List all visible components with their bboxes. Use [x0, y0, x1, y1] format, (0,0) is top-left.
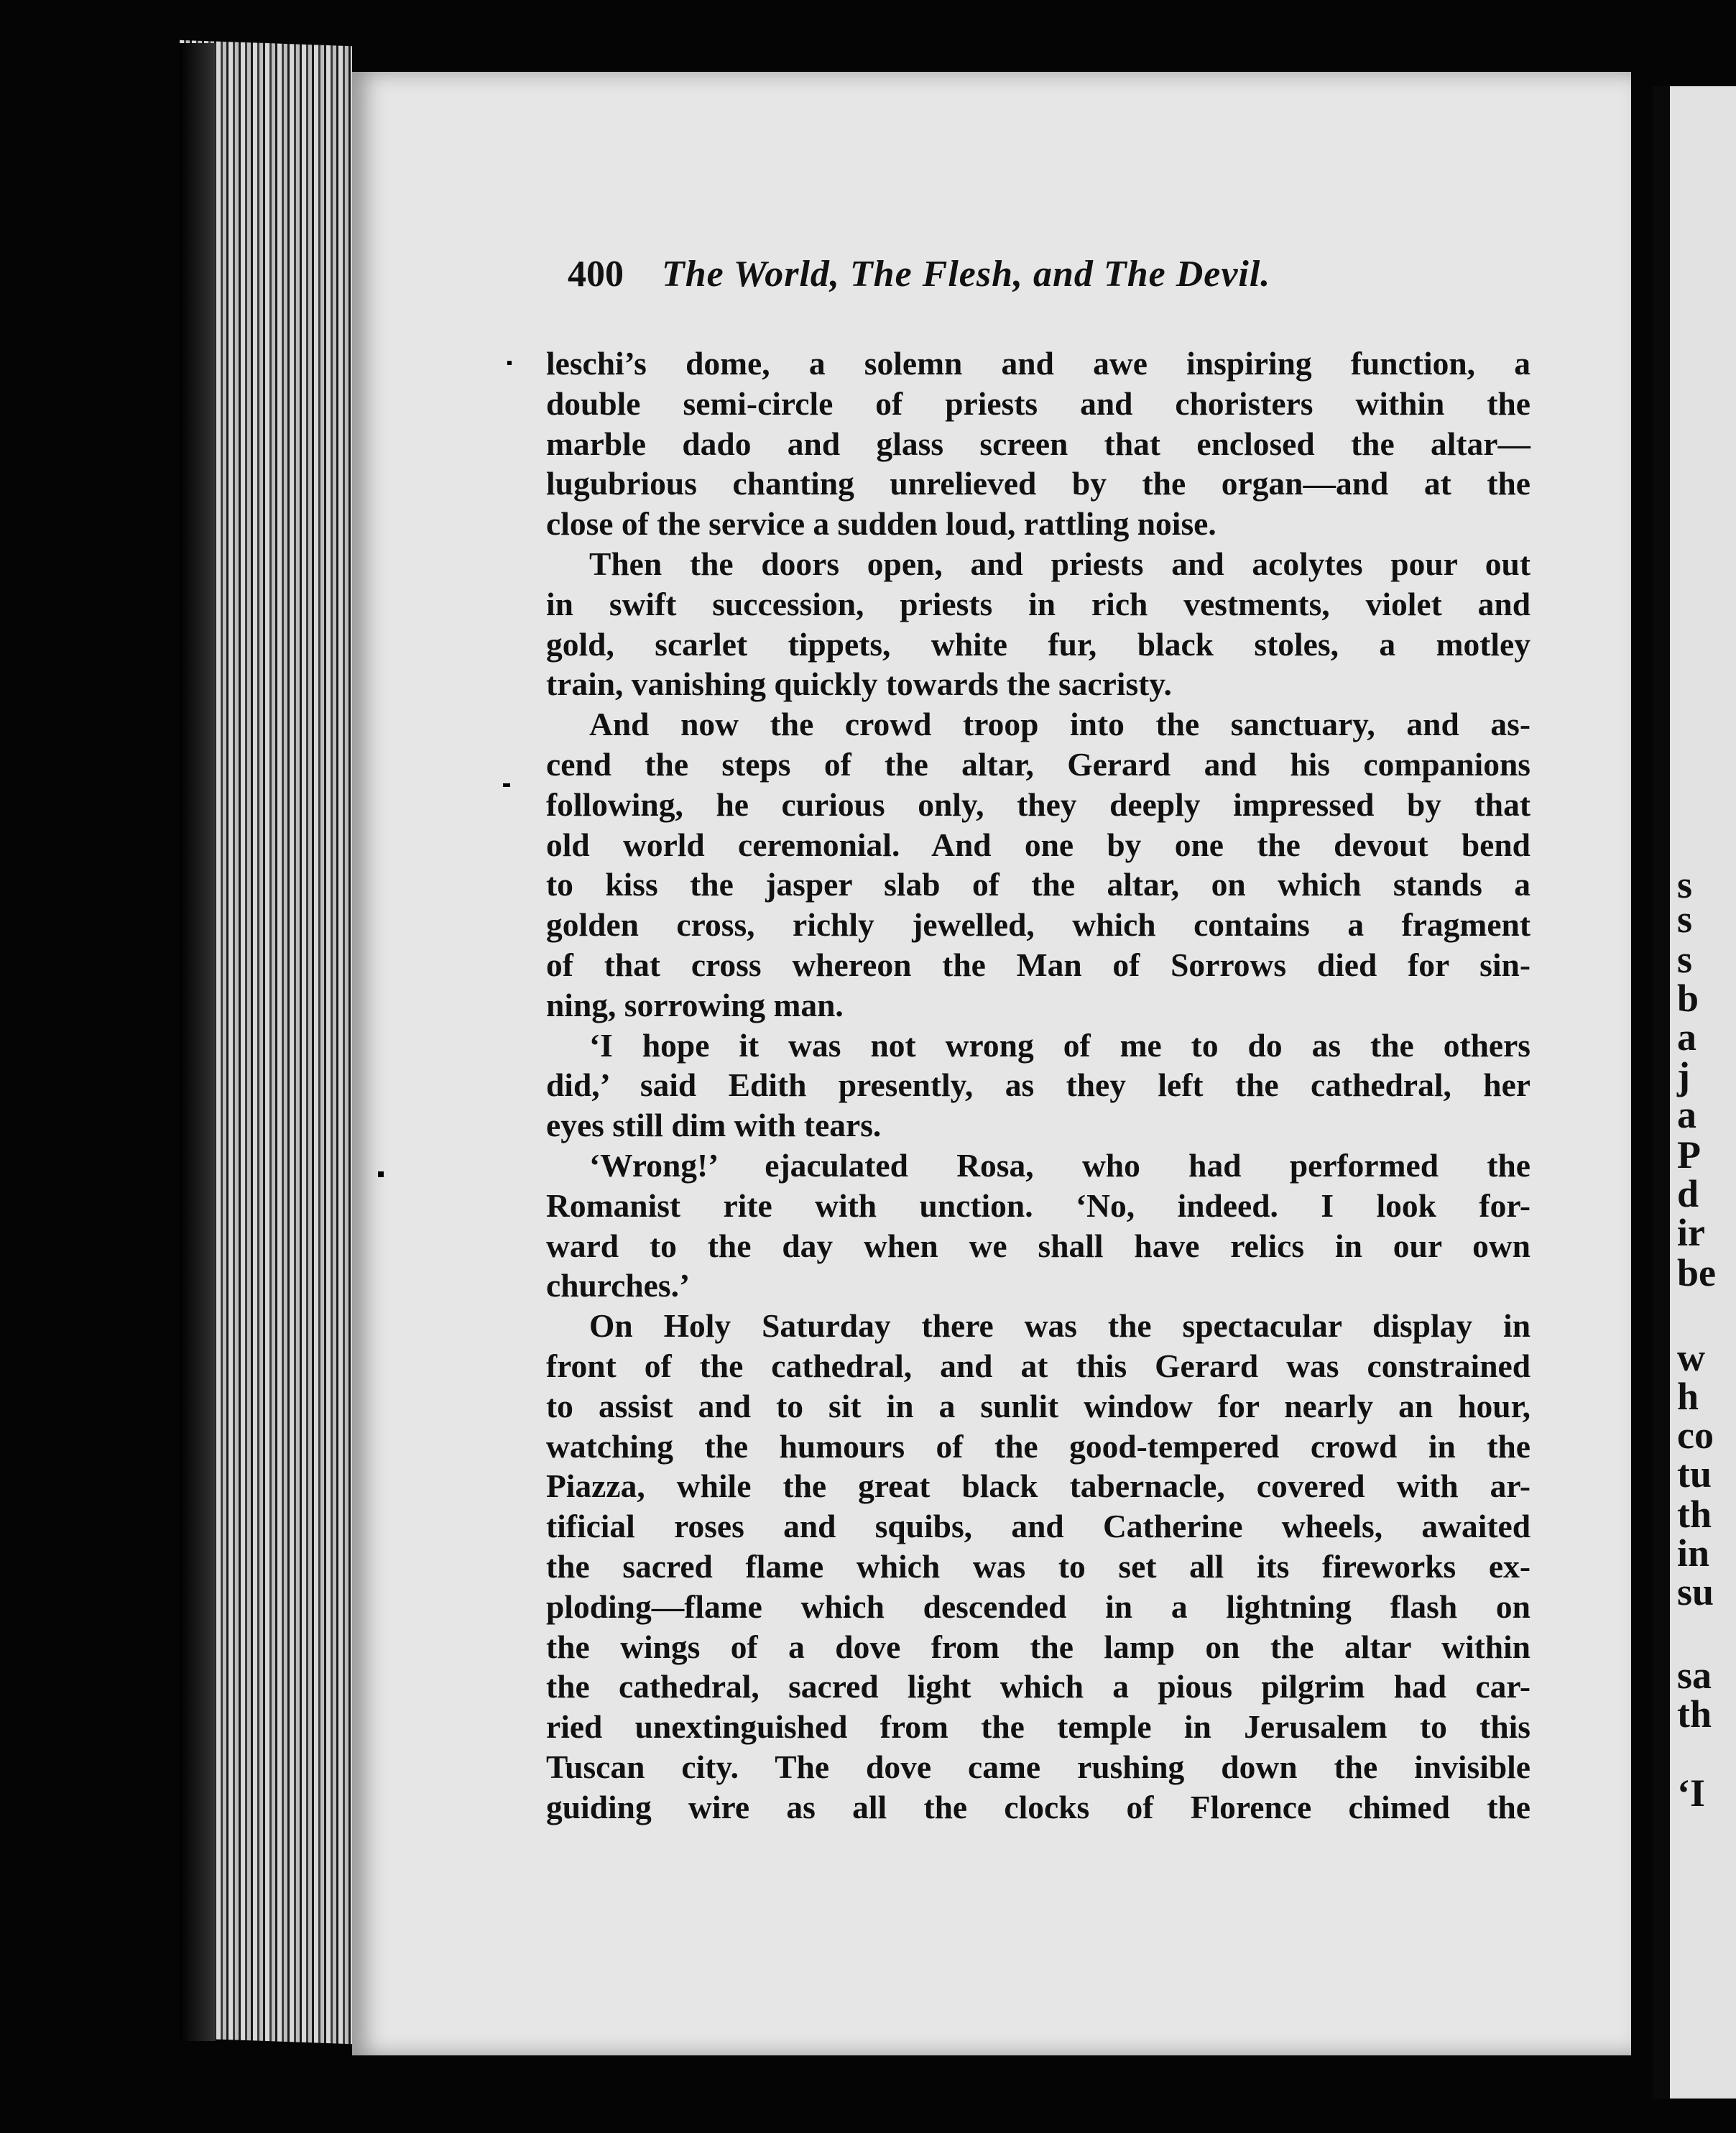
facing-page-fragment: tu: [1677, 1452, 1712, 1496]
text-line: And now the crowd troop into the sanctuary, and as-: [589, 706, 1530, 743]
facing-page-fragment: in: [1677, 1531, 1710, 1575]
facing-page-fragment: th: [1677, 1493, 1712, 1536]
text-line: old world ceremonial. And one by one the devout bend: [546, 826, 1530, 863]
facing-page-fragment: sa: [1677, 1654, 1712, 1697]
facing-page-fragment: ‘I: [1677, 1772, 1705, 1815]
text-line: ‘I hope it was not wrong of me to do as the others: [589, 1026, 1530, 1064]
text-line: close of the service a sudden loud, rattling noise.: [546, 505, 1216, 543]
text-line: ploding—flame which descended in a lightning flash on: [546, 1588, 1530, 1625]
stray-mark: [507, 361, 512, 365]
text-line: ried unextinguished from the temple in Jerusalem to this: [546, 1708, 1530, 1746]
text-line: front of the cathedral, and at this Gerard was constrained: [546, 1347, 1530, 1384]
facing-page-fragment: h: [1677, 1375, 1699, 1418]
running-head: [568, 253, 1387, 295]
book-spine-shadow: [180, 43, 216, 2041]
text-line: in swift succession, priests in rich vestments, violet and: [546, 585, 1530, 622]
text-line: watching the humours of the good-tempered crowd in the: [546, 1427, 1530, 1465]
text-line: ‘Wrong!’ ejaculated Rosa, who had performed the: [589, 1146, 1530, 1184]
facing-page-fragment: d: [1677, 1172, 1699, 1215]
text-line: golden cross, richly jewelled, which contains a fragment: [546, 906, 1530, 944]
text-line: the sacred flame which was to set all its fireworks ex-: [546, 1547, 1530, 1585]
text-line: gold, scarlet tippets, white fur, black stoles, a motley: [546, 625, 1530, 663]
facing-page-fragment: s: [1677, 863, 1693, 906]
text-line: the cathedral, sacred light which a pious pilgrim had car-: [546, 1668, 1530, 1705]
text-line: Tuscan city. The dove came rushing down the invisible: [546, 1748, 1530, 1785]
facing-page-fragment: P: [1677, 1133, 1701, 1176]
text-line: lugubrious chanting unrelieved by the organ—and at the: [546, 465, 1530, 502]
text-line: Piazza, while the great black tabernacle, covered with ar-: [546, 1468, 1530, 1505]
text-line: guiding wire as all the clocks of Florence chimed the: [546, 1788, 1530, 1825]
facing-page-edge: [1653, 86, 1736, 2099]
text-line: ward to the day when we shall have relics in our own: [546, 1227, 1530, 1264]
facing-page-fragment: be: [1677, 1251, 1716, 1294]
facing-page-fragment: w: [1677, 1336, 1705, 1379]
facing-page-fragment: j: [1677, 1054, 1690, 1097]
text-line: of that cross whereon the Man of Sorrows died for sin-: [546, 946, 1530, 983]
facing-page-fragment: su: [1677, 1570, 1714, 1613]
text-line: Then the doors open, and priests and acolytes pour out: [589, 545, 1530, 582]
facing-page-fragment: s: [1677, 938, 1693, 981]
facing-page-fragment: a: [1677, 1093, 1696, 1136]
text-line: to kiss the jasper slab of the altar, on which stands a: [546, 866, 1530, 903]
text-line: train, vanishing quickly towards the sacristy.: [546, 665, 1172, 703]
page-number: 400: [568, 254, 624, 295]
facing-page-fragment: co: [1677, 1414, 1714, 1457]
stray-mark: [378, 1171, 384, 1177]
text-line: the wings of a dove from the lamp on the altar within: [546, 1628, 1530, 1665]
text-line: tificial roses and squibs, and Catherine wheels, awaited: [546, 1508, 1530, 1545]
text-line: did,’ said Edith presently, as they left the cathedral, her: [546, 1066, 1530, 1104]
text-line: churches.’: [546, 1267, 691, 1304]
text-line: to assist and to sit in a sunlit window for nearly an hour,: [546, 1387, 1530, 1424]
text-line: marble dado and glass screen that enclosed the altar—: [546, 425, 1530, 462]
text-line: double semi-circle of priests and choristers within the: [546, 384, 1530, 422]
text-line: eyes still dim with tears.: [546, 1107, 882, 1144]
facing-page-fragment: th: [1677, 1692, 1712, 1736]
facing-page-fragment: a: [1677, 1015, 1696, 1059]
text-line: ning, sorrowing man.: [546, 986, 844, 1023]
facing-page-fragment: s: [1677, 898, 1693, 941]
text-line: leschi’s dome, a solemn and awe inspiring function, a: [546, 345, 1530, 382]
text-line: following, he curious only, they deeply impressed by that: [546, 786, 1530, 823]
body-text: [546, 344, 1530, 1827]
text-line: cend the steps of the altar, Gerard and his companions: [546, 745, 1530, 783]
text-line: On Holy Saturday there was the spectacular display in: [589, 1307, 1530, 1345]
facing-page-fragment: ir: [1677, 1211, 1705, 1254]
stray-mark: [503, 783, 510, 787]
facing-page-fragment: b: [1677, 977, 1699, 1020]
running-title: The World, The Flesh, and The Devil.: [662, 254, 1271, 295]
text-line: Romanist rite with unction. ‘No, indeed. I look for-: [546, 1187, 1530, 1224]
